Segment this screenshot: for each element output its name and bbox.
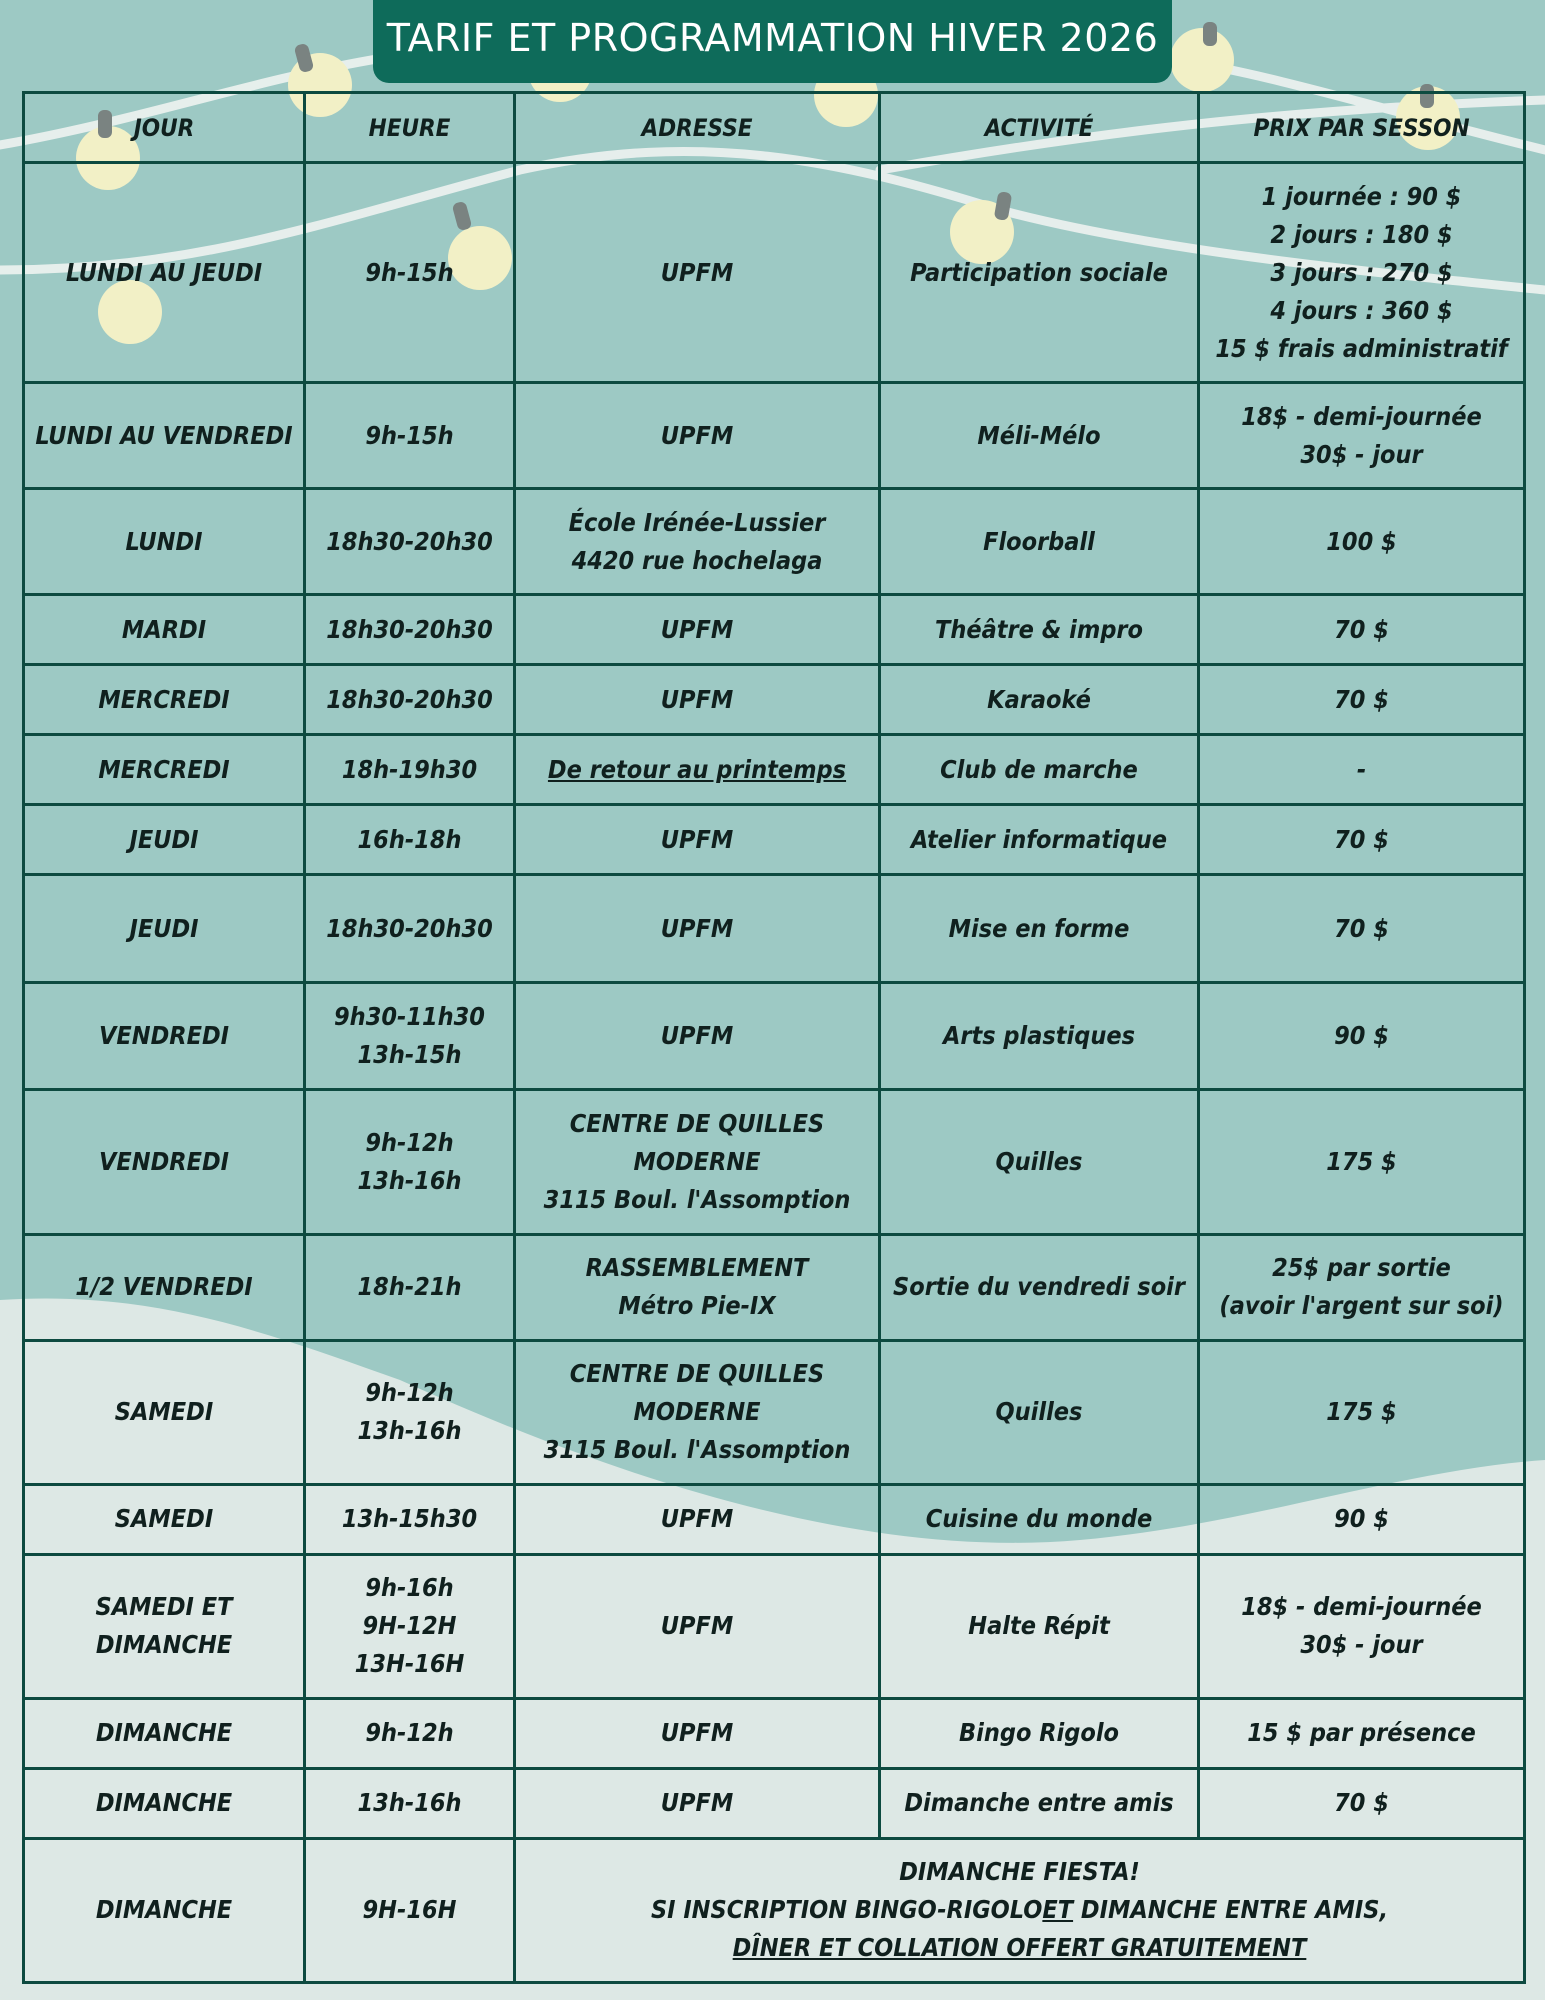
cell-jour: SAMEDI <box>24 1484 305 1554</box>
header-activite: ACTIVITÉ <box>880 93 1199 163</box>
cell-heure <box>305 983 515 1090</box>
cell-jour: JEUDI <box>24 875 305 983</box>
cell-jour: 1/2 VENDREDI <box>24 1234 305 1340</box>
cell-activite: Arts plastiques <box>880 983 1199 1090</box>
cell-activite: Bingo Rigolo <box>880 1698 1199 1768</box>
cell-heure: 13h-16h <box>305 1768 515 1838</box>
cell-jour: MERCREDI <box>24 735 305 805</box>
fiesta-part: ET <box>1042 1895 1074 1925</box>
cell-adresse: UPFM <box>515 595 880 665</box>
address-line: CENTRE DE QUILLES MODERNE <box>569 1359 825 1427</box>
cell-jour: VENDREDI <box>24 1090 305 1234</box>
cell-prix <box>1199 1554 1525 1698</box>
cell-prix: 70 $ <box>1199 875 1525 983</box>
cell-heure: 9h-15h <box>305 383 515 489</box>
cell-heure <box>305 1090 515 1234</box>
cell-adresse <box>515 735 880 805</box>
schedule-table <box>22 91 1526 1984</box>
table-row <box>24 1340 1525 1484</box>
header-adresse: ADRESSE <box>515 93 880 163</box>
cell-heure: 9h-15h <box>305 163 515 383</box>
price-line: 18$ - demi-journée <box>1241 1592 1482 1622</box>
cell-jour: SAMEDI ET DIMANCHE <box>24 1554 305 1698</box>
table-header-row <box>24 93 1525 163</box>
price-line: 2 jours : 180 $ <box>1270 219 1453 249</box>
cell-prix <box>1199 1234 1525 1340</box>
time-line: 9h-12h <box>365 1378 454 1408</box>
cell-prix: 70 $ <box>1199 1768 1525 1838</box>
cell-heure: 9H-16H <box>305 1838 515 1982</box>
table-row <box>24 665 1525 735</box>
cell-prix: 70 $ <box>1199 665 1525 735</box>
cell-heure: 18h-21h <box>305 1234 515 1340</box>
price-line: 15 $ frais administratif <box>1215 333 1508 363</box>
table-row <box>24 1838 1525 1982</box>
time-line: 9h-16h <box>365 1573 454 1603</box>
header-heure: HEURE <box>305 93 515 163</box>
cell-activite: Théâtre & impro <box>880 595 1199 665</box>
cell-activite: Participation sociale <box>880 163 1199 383</box>
cell-jour: SAMEDI <box>24 1340 305 1484</box>
cell-prix: 175 $ <box>1199 1340 1525 1484</box>
fiesta-title: DIMANCHE FIESTA! <box>899 1857 1140 1887</box>
address-line: 3115 Boul. l'Assomption <box>543 1184 851 1214</box>
cell-heure: 9h-12h <box>305 1698 515 1768</box>
fiesta-offer <box>522 1929 1517 1967</box>
price-line: 30$ - jour <box>1300 1630 1423 1660</box>
cell-heure: 18h30-20h30 <box>305 489 515 595</box>
cell-adresse: UPFM <box>515 875 880 983</box>
cell-prix: 70 $ <box>1199 805 1525 875</box>
table-row <box>24 805 1525 875</box>
price-line: 1 journée : 90 $ <box>1261 181 1462 211</box>
cell-jour: DIMANCHE <box>24 1838 305 1982</box>
cell-adresse: UPFM <box>515 983 880 1090</box>
cell-activite: Karaoké <box>880 665 1199 735</box>
cell-prix: 90 $ <box>1199 1484 1525 1554</box>
light-bulb-icon <box>1170 28 1234 92</box>
table-row <box>24 1484 1525 1554</box>
cell-prix: 100 $ <box>1199 489 1525 595</box>
cell-jour: MARDI <box>24 595 305 665</box>
fiesta-note <box>515 1838 1525 1982</box>
fiesta-part: SI INSCRIPTION BINGO-RIGOLO <box>650 1895 1043 1925</box>
table-row <box>24 1698 1525 1768</box>
cell-adresse: UPFM <box>515 163 880 383</box>
cell-jour: LUNDI <box>24 489 305 595</box>
cell-adresse <box>515 1234 880 1340</box>
cell-prix: 15 $ par présence <box>1199 1698 1525 1768</box>
table-row <box>24 1554 1525 1698</box>
cell-heure <box>305 1554 515 1698</box>
cell-jour: MERCREDI <box>24 665 305 735</box>
cell-activite: Sortie du vendredi soir <box>880 1234 1199 1340</box>
cell-heure: 18h30-20h30 <box>305 665 515 735</box>
table-row <box>24 489 1525 595</box>
table-row <box>24 1234 1525 1340</box>
time-line: 13h-15h <box>357 1040 462 1070</box>
cell-heure: 18h30-20h30 <box>305 875 515 983</box>
cell-heure: 18h-19h30 <box>305 735 515 805</box>
header-prix: PRIX PAR SESSON <box>1199 93 1525 163</box>
table-row <box>24 875 1525 983</box>
cell-activite: Club de marche <box>880 735 1199 805</box>
address-line: CENTRE DE QUILLES MODERNE <box>569 1108 825 1176</box>
address-line: École Irénée-Lussier <box>568 507 826 537</box>
fiesta-part: DÎNER ET COLLATION OFFERT GRATUITEMENT <box>732 1933 1307 1963</box>
cell-heure <box>305 1340 515 1484</box>
cell-activite: Quilles <box>880 1340 1199 1484</box>
cell-prix: 175 $ <box>1199 1090 1525 1234</box>
cell-prix: 70 $ <box>1199 595 1525 665</box>
time-line: 13h-16h <box>357 1416 462 1446</box>
cell-heure: 16h-18h <box>305 805 515 875</box>
time-line: 9h30-11h30 <box>334 1002 485 1032</box>
cell-adresse: UPFM <box>515 1698 880 1768</box>
time-line: 9H-12H <box>362 1611 457 1641</box>
address-line: 4420 rue hochelaga <box>571 545 823 575</box>
cell-activite: Atelier informatique <box>880 805 1199 875</box>
price-line: 30$ - jour <box>1300 439 1423 469</box>
cell-jour: DIMANCHE <box>24 1698 305 1768</box>
cell-activite: Dimanche entre amis <box>880 1768 1199 1838</box>
cell-adresse <box>515 1340 880 1484</box>
cell-adresse: UPFM <box>515 805 880 875</box>
time-line: 13h-16h <box>357 1165 462 1195</box>
price-line: 4 jours : 360 $ <box>1270 295 1453 325</box>
cell-activite: Halte Répit <box>880 1554 1199 1698</box>
header-jour: JOUR <box>24 93 305 163</box>
address-line: RASSEMBLEMENT <box>585 1253 809 1283</box>
cell-prix: 90 $ <box>1199 983 1525 1090</box>
table-row <box>24 1768 1525 1838</box>
table-row <box>24 735 1525 805</box>
page-title: TARIF ET PROGRAMMATION HIVER 2026 <box>373 0 1172 83</box>
cell-jour: LUNDI AU VENDREDI <box>24 383 305 489</box>
cell-adresse: UPFM <box>515 1554 880 1698</box>
cell-jour: JEUDI <box>24 805 305 875</box>
cell-adresse <box>515 1090 880 1234</box>
cell-jour: LUNDI AU JEUDI <box>24 163 305 383</box>
price-line: 18$ - demi-journée <box>1241 401 1482 431</box>
cell-activite: Quilles <box>880 1090 1199 1234</box>
price-line: 25$ par sortie <box>1272 1253 1451 1283</box>
cell-adresse: UPFM <box>515 383 880 489</box>
cell-adresse: UPFM <box>515 1768 880 1838</box>
table-row <box>24 1090 1525 1234</box>
cell-activite: Cuisine du monde <box>880 1484 1199 1554</box>
price-line: (avoir l'argent sur soi) <box>1219 1291 1504 1321</box>
fiesta-condition <box>522 1891 1517 1929</box>
price-line: 3 jours : 270 $ <box>1270 257 1453 287</box>
cell-heure: 18h30-20h30 <box>305 595 515 665</box>
cell-jour: VENDREDI <box>24 983 305 1090</box>
cell-activite: Floorball <box>880 489 1199 595</box>
cell-prix <box>1199 163 1525 383</box>
cell-heure: 13h-15h30 <box>305 1484 515 1554</box>
cell-prix: - <box>1199 735 1525 805</box>
cell-activite: Méli-Mélo <box>880 383 1199 489</box>
cell-adresse: UPFM <box>515 665 880 735</box>
table-row <box>24 983 1525 1090</box>
address-line: 3115 Boul. l'Assomption <box>543 1435 851 1465</box>
address-link[interactable]: De retour au printemps <box>547 754 847 784</box>
fiesta-part: DIMANCHE ENTRE AMIS, <box>1080 1895 1389 1925</box>
cell-activite: Mise en forme <box>880 875 1199 983</box>
cell-prix <box>1199 383 1525 489</box>
cell-adresse <box>515 489 880 595</box>
cell-jour: DIMANCHE <box>24 1768 305 1838</box>
cell-adresse: UPFM <box>515 1484 880 1554</box>
time-line: 9h-12h <box>365 1127 454 1157</box>
time-line: 13H-16H <box>354 1649 465 1679</box>
table-row <box>24 163 1525 383</box>
table-row <box>24 595 1525 665</box>
address-line: Métro Pie-IX <box>618 1291 776 1321</box>
table-row <box>24 383 1525 489</box>
